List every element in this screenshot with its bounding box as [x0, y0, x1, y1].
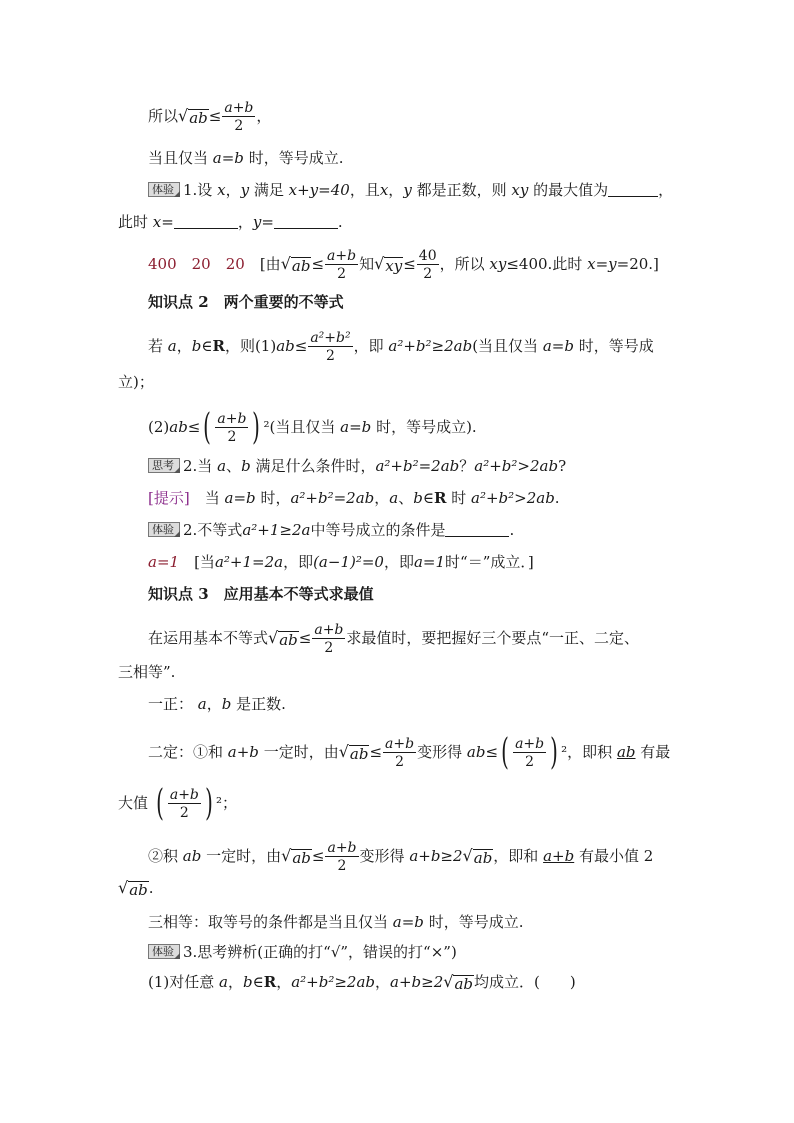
question-3-item-1: (1)对任意 a，b∈R，a²+b²≥2ab，a+b≥2 √ ab 均成立．( ) [148, 972, 576, 993]
answer-1: 400 20 20 [由 √ ab ≤ $\frac{a+b}{2}$ 知 √ xy ≤ $\frac{40}{2}$ ，所以 xy≤400.此时 x=y=20.] [148, 248, 659, 282]
line-k3d: 二定：①和 a+b 一定时，由 √ ab ≤ $\frac{a+b}{2}$ 变形得 ab≤ ( $\frac{a+b}{2}$ ) ²，即积 ab 有最 [148, 732, 671, 773]
line-k3a: 在运用基本不等式 √ ab ≤ $\frac{a+b}{2}$ 求最值时，要把握好三个要点“一正、二定、 [148, 622, 640, 656]
line-k3h: 三相等：取等号的条件都是当且仅当 a=b 时，等号成立. [148, 913, 524, 931]
line-k3c: 一正： a，b 是正数. [148, 695, 286, 713]
answer-blank-x[interactable] [174, 228, 238, 229]
sqrt-ab: √ ab [178, 106, 208, 127]
line-k2c: (2)ab≤ ( $\frac{a+b}{2}$ ) ²(当且仅当 a=b 时，等号成立). [148, 407, 477, 448]
question-2: 体验 2.不等式a²+1≥2a中等号成立的条件是 . [148, 520, 514, 540]
hint-2: [提示] 当 a=b 时，a²+b²=2ab，a、b∈R 时 a²+b²>2ab. [148, 489, 560, 507]
answer-2: a=1 [当a²+1=2a，即(a−1)²=0，即a=1时“＝”成立．] [148, 553, 534, 571]
answer-blank-y[interactable] [274, 228, 338, 229]
section-title-2: 知识点 2 两个重要的不等式 [148, 293, 344, 311]
line-equality: 当且仅当 a=b 时，等号成立. [148, 149, 344, 167]
line-k3e: 大值 ( $\frac{a+b}{2}$ ) ²； [118, 783, 237, 824]
sikao-tag: 思考 [148, 458, 180, 473]
question-1-cont: 此时 x= ，y= . [118, 213, 343, 231]
line-k3b: 三相等”. [118, 663, 176, 681]
line-k2b: 立)； [118, 373, 154, 391]
think-2: 思考 2.当 a、b 满足什么条件时，a²+b²=2ab？a²+b²>2ab? [148, 456, 566, 476]
section-title-3: 知识点 3 应用基本不等式求最值 [148, 585, 374, 603]
answer-blank[interactable] [445, 536, 509, 537]
hint-label: [提示] [148, 489, 190, 507]
question-1: 体验 1.设 x，y 满足 x+y=40，且x，y 都是正数，则 xy 的最大值为 ， [148, 180, 673, 200]
line-k3g: √ ab . [118, 878, 154, 899]
line-k3f: ②积 ab 一定时，由 √ ab ≤ $\frac{a+b}{2}$ 变形得 a+b≥2 √ ab ，即和 a+b 有最小值 2 [148, 840, 654, 874]
answer-blank[interactable] [608, 196, 658, 197]
tiyan-tag: 体验 [148, 182, 180, 197]
line-k2a: 若 a，b∈R，则(1)ab≤ $\frac{\text{a²+b²}}{2}$ ，即 a²+b²≥2ab(当且仅当 a=b 时，等号成 [148, 330, 654, 364]
question-3: 体验 3.思考辨析(正确的打“√”，错误的打“×”) [148, 942, 457, 962]
line-so-sqrt: 所以 √ ab ≤ $\frac{a+b}{2}$ ， [148, 100, 272, 134]
fraction: $\frac{a+b}{2}$ [224, 100, 254, 134]
